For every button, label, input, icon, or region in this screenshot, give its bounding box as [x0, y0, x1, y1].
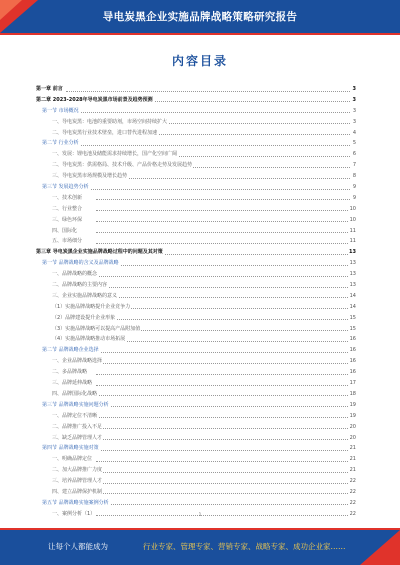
toc-entry-title: 一、明确品牌定位 — [52, 454, 93, 465]
toc-entry-title: 四、品牌国际化战略 — [52, 389, 98, 400]
toc-entry-page: 9 — [352, 182, 356, 193]
toc-entry-title: 第三节 发展趋势分析 — [42, 182, 90, 193]
toc-entry-page: 4 — [352, 128, 356, 139]
toc-leader-dots — [76, 406, 350, 407]
toc-entry-page: 17 — [349, 378, 356, 389]
toc-entry-title: 第二节 品牌战略企业选择 — [42, 345, 100, 356]
toc-entry-page: 21 — [349, 465, 356, 476]
footer-slogan-highlight: 行业专家、管理专家、营销专家、战略专家、成功企业家…… — [143, 542, 346, 551]
toc-leader-dots — [76, 352, 350, 353]
toc-subsection-entry[interactable] — [36, 465, 356, 476]
toc-entry-page: 20 — [349, 433, 356, 444]
toc-chapter-entry[interactable] — [36, 84, 356, 95]
toc-subsection-entry[interactable] — [36, 487, 356, 498]
header-divider — [0, 33, 400, 35]
toc-section-entry[interactable] — [36, 400, 356, 411]
toc-leader-dots — [66, 91, 350, 92]
toc-entry-title: 第一节 市场概况 — [42, 106, 80, 117]
toc-entry-page: 13 — [349, 258, 356, 269]
toc-leader-dots — [96, 439, 350, 440]
toc-entry-page: 16 — [349, 334, 356, 345]
toc-leader-dots — [96, 287, 350, 288]
toc-subsection-entry[interactable] — [36, 128, 356, 139]
toc-chapter-entry[interactable] — [36, 95, 356, 106]
toc-entry-page: 22 — [349, 509, 356, 520]
toc-entry-title: （1）实施品牌战略提升企业竞争力 — [52, 302, 131, 313]
page-number: 1 — [198, 512, 202, 517]
toc-subsection-entry[interactable] — [36, 302, 356, 313]
toc-entry-title: 第四节 品牌战略实施对策 — [42, 443, 100, 454]
toc-section-entry[interactable] — [36, 138, 356, 149]
toc-entry-page: 7 — [352, 160, 356, 171]
toc-leader-dots — [96, 178, 350, 179]
toc-entry-title: 第二章 2023-2028年导电炭黑市场前景及趋势预测 — [36, 95, 154, 106]
toc-entry-page: 10 — [349, 215, 356, 226]
toc-leader-dots — [96, 428, 350, 429]
toc-subsection-entry[interactable] — [36, 367, 356, 378]
toc-entry-title: （2）品牌建设提升企业形象 — [52, 313, 116, 324]
toc-entry-page: 13 — [349, 269, 356, 280]
toc-entry-page: 14 — [349, 291, 356, 302]
toc-entry-page: 13 — [348, 247, 356, 258]
toc-subsection-entry[interactable] — [36, 193, 356, 204]
toc-leader-dots — [96, 221, 350, 222]
toc-section-entry[interactable] — [36, 258, 356, 269]
toc-entry-title: 三、缺乏品牌管理人才 — [52, 433, 103, 444]
toc-subsection-entry[interactable] — [36, 226, 356, 237]
toc-leader-dots — [96, 243, 350, 244]
toc-entry-title: 三、培养品牌管理人才 — [52, 476, 103, 487]
toc-subsection-entry[interactable] — [36, 160, 356, 171]
toc-leader-dots — [76, 112, 350, 113]
toc-entry-page: 13 — [349, 280, 356, 291]
toc-leader-dots — [76, 504, 350, 505]
toc-entry-title: 二、导电炭黑：供需格局、技术升级、产品价格走势及发展趋势 — [52, 160, 193, 171]
toc-leader-dots — [76, 189, 350, 190]
report-title: 导电炭黑企业实施品牌战略策略研究报告 — [102, 11, 298, 23]
toc-subsection-entry[interactable] — [36, 433, 356, 444]
toc-entry-title: 第三章 导电炭黑企业实施品牌战略过程中的问题及其对策 — [36, 247, 164, 258]
toc-section-entry[interactable] — [36, 106, 356, 117]
toc-entry-page: 22 — [349, 476, 356, 487]
toc-leader-dots — [96, 417, 350, 418]
toc-entry-page: 3 — [352, 117, 356, 128]
toc-subsection-entry[interactable] — [36, 236, 356, 247]
toc-entry-page: 22 — [349, 487, 356, 498]
toc-entry-page: 11 — [349, 226, 356, 237]
toc-subsection-entry[interactable] — [36, 149, 356, 160]
toc-entry-title: 二、品牌战略的主要内容 — [52, 280, 108, 291]
toc-subsection-entry[interactable] — [36, 356, 356, 367]
toc-entry-page: 9 — [352, 193, 356, 204]
toc-leader-dots — [96, 483, 350, 484]
toc-entry-title: （4）实施品牌战略推动市场拓展 — [52, 334, 126, 345]
toc-entry-page: 15 — [349, 324, 356, 335]
toc-entry-page: 18 — [349, 389, 356, 400]
toc-entry-title: 二、导电炭黑行业技术壁垒，进口替代进程加速 — [52, 128, 158, 139]
toc-entry-page: 3 — [352, 106, 356, 117]
toc-subsection-entry[interactable] — [36, 378, 356, 389]
toc-entry-page: 22 — [349, 498, 356, 509]
toc-subsection-entry[interactable] — [36, 454, 356, 465]
toc-subsection-entry[interactable] — [36, 313, 356, 324]
toc-entry-title: 第三节 品牌战略实施问题分析 — [42, 400, 110, 411]
toc-section-entry[interactable] — [36, 182, 356, 193]
toc-entry-page: 16 — [349, 345, 356, 356]
toc-entry-title: 一、企业品牌战略选择 — [52, 356, 103, 367]
toc-subsection-entry[interactable] — [36, 117, 356, 128]
footer-decoration — [360, 530, 400, 565]
toc-section-entry[interactable] — [36, 498, 356, 509]
toc-entry-page: 11 — [349, 236, 356, 247]
toc-leader-dots — [96, 232, 350, 233]
toc-entry-page: 15 — [349, 313, 356, 324]
toc-entry-title: 二、多品牌战略 — [52, 367, 88, 378]
footer-band — [0, 530, 400, 565]
toc-entry-page: 21 — [349, 443, 356, 454]
toc-leader-dots — [76, 450, 350, 451]
toc-leader-dots — [96, 363, 350, 364]
toc-entry-page: 19 — [349, 400, 356, 411]
toc-leader-dots — [96, 395, 350, 396]
toc-entry-page: 10 — [349, 204, 356, 215]
toc-leader-dots — [96, 341, 350, 342]
toc-leader-dots — [96, 472, 350, 473]
toc-entry-page: 20 — [349, 422, 356, 433]
toc-subsection-entry[interactable] — [36, 476, 356, 487]
toc-entry-title: 四、建立品牌保护机制 — [52, 487, 103, 498]
header-band — [0, 0, 400, 33]
toc-subsection-entry[interactable] — [36, 269, 356, 280]
toc-heading: 内容目录 — [171, 54, 228, 68]
toc-entry-title: 一、品牌定位不清晰 — [52, 411, 98, 422]
toc-entry-title: 三、导电炭黑市场规模及增长趋势 — [52, 171, 128, 182]
toc-entry-page: 8 — [352, 171, 356, 182]
toc-subsection-entry[interactable] — [36, 334, 356, 345]
toc-leader-dots — [96, 210, 350, 211]
table-of-contents — [36, 84, 356, 520]
toc-entry-title: 第一章 前言 — [36, 84, 64, 95]
toc-entry-title: 第二节 行业分析 — [42, 138, 80, 149]
toc-leader-dots — [96, 199, 350, 200]
toc-entry-title: 四、国际化 — [52, 226, 78, 237]
toc-chapter-entry[interactable] — [36, 247, 356, 258]
toc-entry-title: 二、品牌推广投入不足 — [52, 422, 103, 433]
toc-entry-title: 二、加大品牌推广力度 — [52, 465, 103, 476]
toc-entry-title: 第五节 品牌战略实施案例分析 — [42, 498, 110, 509]
toc-entry-title: 三、企业实施品牌战略的意义 — [52, 291, 118, 302]
toc-section-entry[interactable] — [36, 345, 356, 356]
toc-entry-page: 5 — [352, 138, 356, 149]
toc-subsection-entry[interactable] — [36, 389, 356, 400]
toc-section-entry[interactable] — [36, 443, 356, 454]
toc-entry-title: 一、技术创新 — [52, 193, 83, 204]
toc-subsection-entry[interactable] — [36, 291, 356, 302]
toc-subsection-entry[interactable] — [36, 171, 356, 182]
toc-entry-page: 16 — [349, 367, 356, 378]
toc-entry-title: 一、导电炭黑：电池的重要助剂，市场空间持续扩大 — [52, 117, 168, 128]
toc-entry-title: 二、行业整合 — [52, 204, 83, 215]
toc-entry-title: 第一节 品牌战略的含义及品牌战略 — [42, 258, 120, 269]
toc-entry-title: 一、案例分析（1） — [52, 509, 96, 520]
toc-leader-dots — [96, 319, 350, 320]
toc-entry-title: 三、品牌延伸战略 — [52, 378, 93, 389]
toc-leader-dots — [76, 145, 350, 146]
toc-subsection-entry[interactable] — [36, 215, 356, 226]
toc-subsection-entry[interactable] — [36, 411, 356, 422]
toc-entry-title: 一、品牌战略的概念 — [52, 269, 98, 280]
toc-subsection-entry[interactable] — [36, 204, 356, 215]
toc-leader-dots — [96, 385, 350, 386]
footer-slogan: 让每个人都能成为 — [48, 542, 108, 551]
toc-entry-title: 三、绿色环保 — [52, 215, 83, 226]
toc-leader-dots — [96, 461, 350, 462]
toc-leader-dots — [96, 308, 350, 309]
toc-entry-page: 21 — [349, 454, 356, 465]
toc-leader-dots — [96, 276, 350, 277]
toc-leader-dots — [96, 374, 350, 375]
toc-entry-page: 3 — [352, 84, 356, 95]
toc-subsection-entry[interactable] — [36, 422, 356, 433]
toc-entry-title: 五、市场细分 — [52, 236, 83, 247]
toc-entry-page: 19 — [349, 411, 356, 422]
toc-entry-page: 16 — [349, 356, 356, 367]
toc-entry-title: 一、发展：锂电池及储能需求持续增长，国产化空间广阔 — [52, 149, 178, 160]
toc-leader-dots — [96, 297, 350, 298]
toc-leader-dots — [96, 493, 350, 494]
toc-entry-title: （3）实施品牌战略可以提高产品附加值 — [52, 324, 141, 335]
toc-entry-page: 6 — [352, 149, 356, 160]
toc-subsection-entry[interactable] — [36, 280, 356, 291]
toc-subsection-entry[interactable] — [36, 324, 356, 335]
toc-entry-page: 3 — [352, 95, 356, 106]
toc-entry-page: 14 — [349, 302, 356, 313]
